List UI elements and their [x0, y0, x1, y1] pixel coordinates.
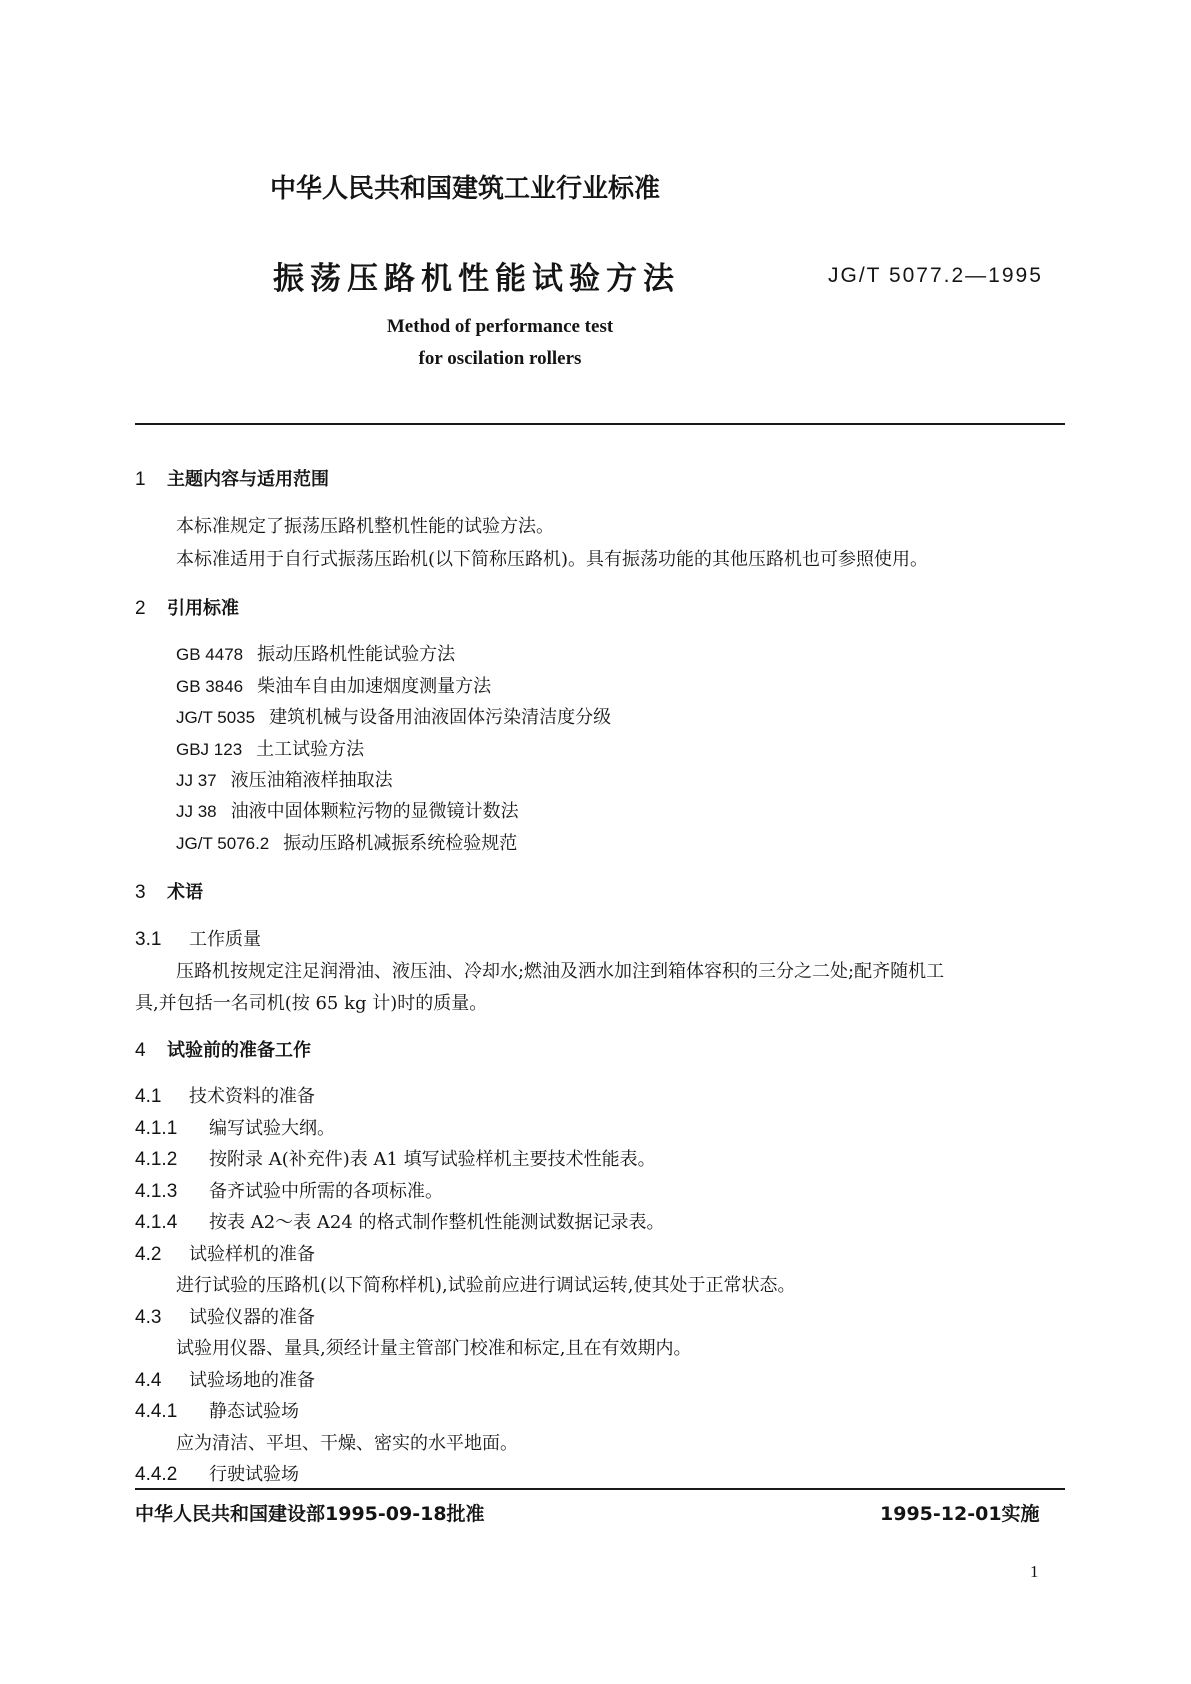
subsection-3-1-heading	[135, 925, 261, 951]
org-title: 中华人民共和国建筑工业行业标准	[270, 174, 661, 204]
section-2-heading	[135, 594, 239, 620]
clause-title: 静态试验场	[209, 1401, 299, 1422]
paragraph: 本标准规定了振荡压路机整机性能的试验方法。	[176, 516, 554, 537]
subsection-title: 试验仪器的准备	[189, 1307, 315, 1328]
reference-code: GBJ 123	[176, 740, 243, 759]
subsection-4-1-heading	[135, 1082, 315, 1108]
clause-number: 4.4.1	[135, 1401, 178, 1422]
effective-date-line: 1995-12-01实施	[880, 1503, 1040, 1525]
subsection-title: 试验样机的准备	[189, 1244, 315, 1265]
reference-item	[176, 735, 364, 761]
clause-number: 4.1.3	[135, 1181, 178, 1202]
paragraph: 具,并包括一名司机(按 65 kg 计)时的质量。	[135, 993, 488, 1014]
reference-title: 振动压路机性能试验方法	[257, 644, 456, 665]
section-number: 2	[135, 598, 146, 619]
subsection-number: 4.4	[135, 1370, 162, 1391]
page-title: 振荡压路机性能试验方法	[273, 261, 680, 297]
reference-item	[176, 703, 611, 729]
reference-item	[176, 829, 517, 855]
clause-text: 按表 A2～表 A24 的格式制作整机性能测试数据记录表。	[209, 1212, 665, 1233]
reference-item	[176, 766, 393, 792]
clause-4-1-4	[135, 1208, 665, 1234]
reference-code: JG/T 5076.2	[176, 834, 270, 853]
subsection-title: 技术资料的准备	[189, 1086, 315, 1107]
page-number: 1	[1030, 1562, 1039, 1581]
reference-item	[176, 640, 455, 666]
english-title-line-2: for oscilation rollers	[418, 348, 582, 369]
paragraph: 应为清洁、平坦、干燥、密实的水平地面。	[176, 1433, 518, 1454]
paragraph: 进行试验的压路机(以下简称样机),试验前应进行调试运转,使其处于正常状态。	[176, 1275, 796, 1296]
reference-item	[176, 672, 491, 698]
clause-number: 4.1.1	[135, 1118, 178, 1139]
reference-title: 土工试验方法	[256, 739, 365, 760]
subsection-4-4-heading	[135, 1366, 315, 1392]
reference-code: GB 4478	[176, 645, 244, 664]
subsection-number: 4.2	[135, 1244, 162, 1265]
clause-4-4-1	[135, 1397, 299, 1423]
reference-code: GB 3846	[176, 677, 244, 696]
clause-4-1-3	[135, 1177, 443, 1203]
section-number: 1	[135, 469, 146, 490]
subsection-number: 4.1	[135, 1086, 162, 1107]
clause-number: 4.1.2	[135, 1149, 178, 1170]
subsection-title: 试验场地的准备	[189, 1370, 315, 1391]
footer-divider	[135, 1488, 1065, 1490]
clause-number: 4.4.2	[135, 1464, 178, 1485]
section-title: 术语	[167, 882, 203, 903]
reference-code: JJ 37	[176, 771, 217, 790]
clause-4-4-2	[135, 1460, 299, 1486]
subsection-4-2-heading	[135, 1240, 315, 1266]
standard-code: JG/T 5077.2—1995	[828, 264, 1043, 287]
clause-number: 4.1.4	[135, 1212, 178, 1233]
clause-title: 行驶试验场	[209, 1464, 299, 1485]
section-1-heading	[135, 465, 329, 491]
clause-4-1-2	[135, 1145, 656, 1171]
paragraph: 试验用仪器、量具,须经计量主管部门校准和标定,且在有效期内。	[176, 1338, 692, 1359]
section-number: 4	[135, 1040, 146, 1061]
header-divider	[135, 423, 1065, 425]
reference-code: JG/T 5035	[176, 708, 256, 727]
reference-code: JJ 38	[176, 802, 217, 821]
subsection-title: 工作质量	[189, 929, 261, 950]
section-title: 引用标准	[167, 598, 239, 619]
reference-title: 油液中固体颗粒污物的显微镜计数法	[230, 801, 519, 822]
reference-item	[176, 797, 519, 823]
clause-text: 备齐试验中所需的各项标准。	[209, 1181, 443, 1202]
section-title: 主题内容与适用范围	[167, 469, 329, 490]
reference-title: 建筑机械与设备用油液固体污染清洁度分级	[269, 707, 612, 728]
english-title-line-1: Method of performance test	[386, 316, 614, 337]
section-title: 试验前的准备工作	[167, 1040, 311, 1061]
section-4-heading	[135, 1036, 311, 1062]
reference-title: 液压油箱液样抽取法	[230, 770, 393, 791]
subsection-4-3-heading	[135, 1303, 315, 1329]
section-number: 3	[135, 882, 146, 903]
subsection-number: 4.3	[135, 1307, 162, 1328]
approval-line: 中华人民共和国建设部1995-09-18批准	[135, 1503, 485, 1525]
paragraph: 本标准适用于自行式振荡压跆机(以下简称压路机)。具有振荡功能的其他压路机也可参照使用。	[176, 549, 929, 570]
clause-4-1-1	[135, 1114, 335, 1140]
reference-title: 柴油车自由加速烟度测量方法	[257, 676, 492, 697]
section-3-heading	[135, 878, 203, 904]
paragraph: 压路机按规定注足润滑油、液压油、冷却水;燃油及洒水加注到箱体容积的三分之二处;配齐随机工	[176, 961, 945, 982]
reference-title: 振动压路机减振系统检验规范	[283, 833, 518, 854]
clause-text: 按附录 A(补充件)表 A1 填写试验样机主要技术性能表。	[209, 1149, 656, 1170]
subsection-number: 3.1	[135, 929, 162, 950]
clause-text: 编写试验大纲。	[209, 1118, 335, 1139]
